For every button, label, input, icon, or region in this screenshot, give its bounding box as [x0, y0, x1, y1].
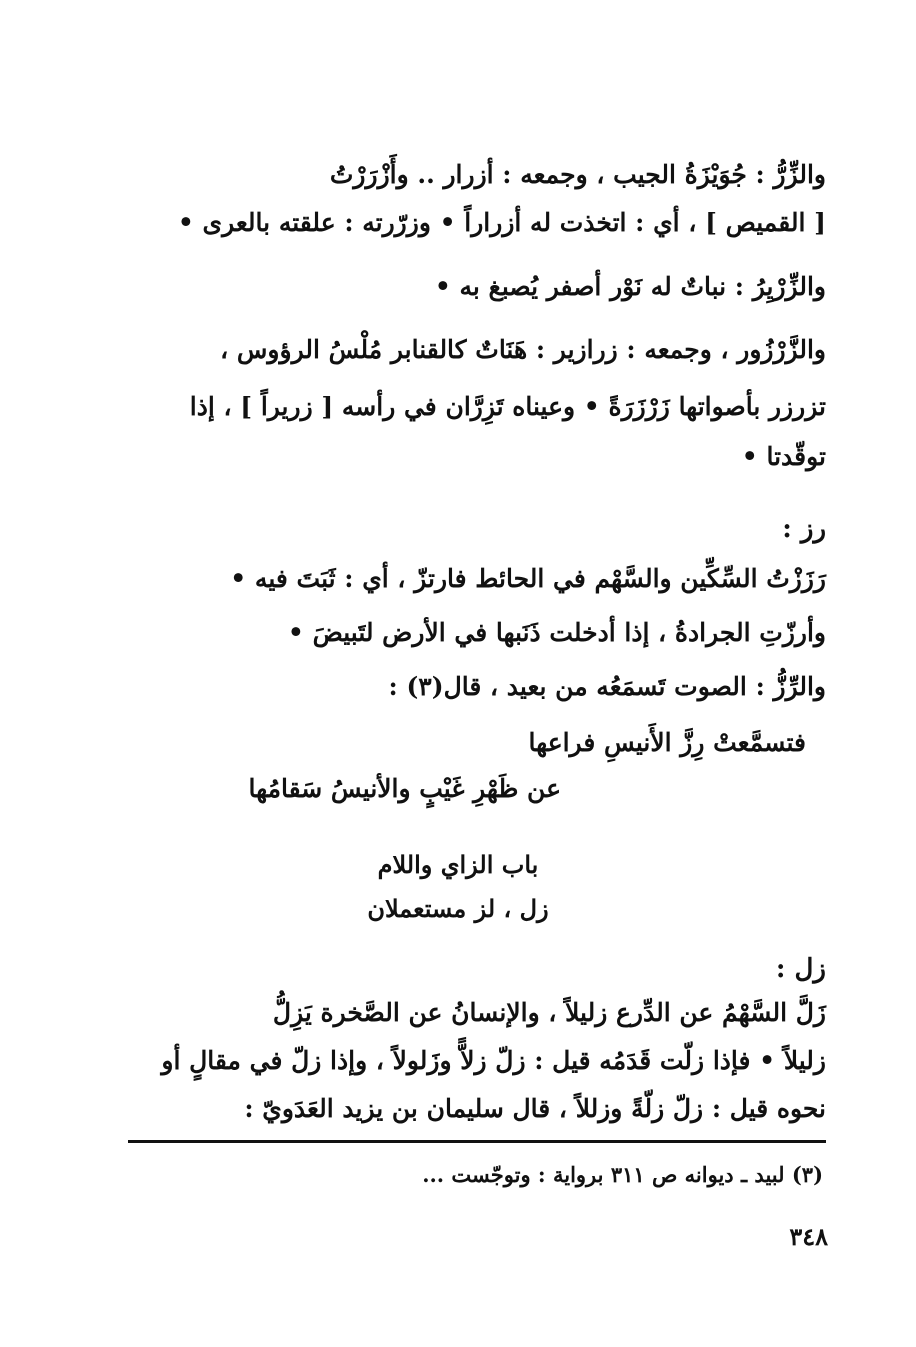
entry-heading-zl: زل :: [775, 954, 826, 984]
text-line: والزَّرْزُور ، وجمعه : زرازير : هَنَاتٌ كالقنابر مُلْسُ الرؤوس ،: [220, 335, 826, 364]
text-line: زَلَّ السَّهْمُ عن الدِّرع زليلاً ، والإنسانُ عن الصَّخرة يَزِلُّ: [272, 998, 826, 1027]
footnote-divider: [128, 1140, 826, 1143]
verse-line: فتسمَّعتْ رِزَّ الأَنيسِ فراعها: [528, 728, 806, 757]
text-line: رَزَزْتُ السِّكِّين والسَّهْم في الحائط فارتزّ ، أي : ثَبَتَ فيه •: [230, 564, 826, 593]
text-line: والرِّزُّ : الصوت تَسمَعُه من بعيد ، قال(٣) :: [388, 672, 826, 701]
text-line: نحوه قيل : زلّ زلّةً وزللاً ، قال سليمان بن يزيد العَدَويّ :: [244, 1094, 826, 1123]
footnote: (٣) لبيد ـ ديوانه ص ٣١١ برواية : وتوجّست ...: [422, 1162, 823, 1187]
text-line: زليلاً • فإذا زلّت قَدَمُه قيل : زلّ زلاًّ وزَلولاً ، وإذا زلّ في مقالٍ أو: [161, 1046, 826, 1075]
text-line: [ القميص ] ، أي : اتخذت له أزراراً • وزرّرته : علقته بالعرى •: [177, 208, 826, 237]
text-line: تزرزر بأصواتها زَرْزَرَةً • وعيناه تَزِرَّان في رأسه [ زريراً ] ، إذا: [189, 392, 826, 421]
text-line: والزِّرْيِرُ : نباتٌ له نَوْر أصفر يُصبغ به •: [434, 272, 826, 301]
verse-line: عن ظَهْرِ غَيْبٍ والأنيسُ سَقامُها: [248, 774, 561, 803]
page-number: ٣٤٨: [789, 1222, 828, 1251]
chapter-subtitle: زل ، لز مستعملان: [367, 894, 549, 923]
text-line: وأرزّتِ الجرادةُ ، إذا أدخلت ذَنَبها في الأرض لتَبيضَ •: [287, 618, 826, 647]
text-line: توقّدتا •: [741, 442, 826, 471]
chapter-title: باب الزاي واللام: [377, 850, 539, 879]
entry-heading-rz: رز :: [782, 514, 826, 544]
text-line: والزِّرُّ : جُوَيْزَةُ الجيب ، وجمعه : أزرار .. وأَزْرَرْتُ: [329, 160, 826, 189]
